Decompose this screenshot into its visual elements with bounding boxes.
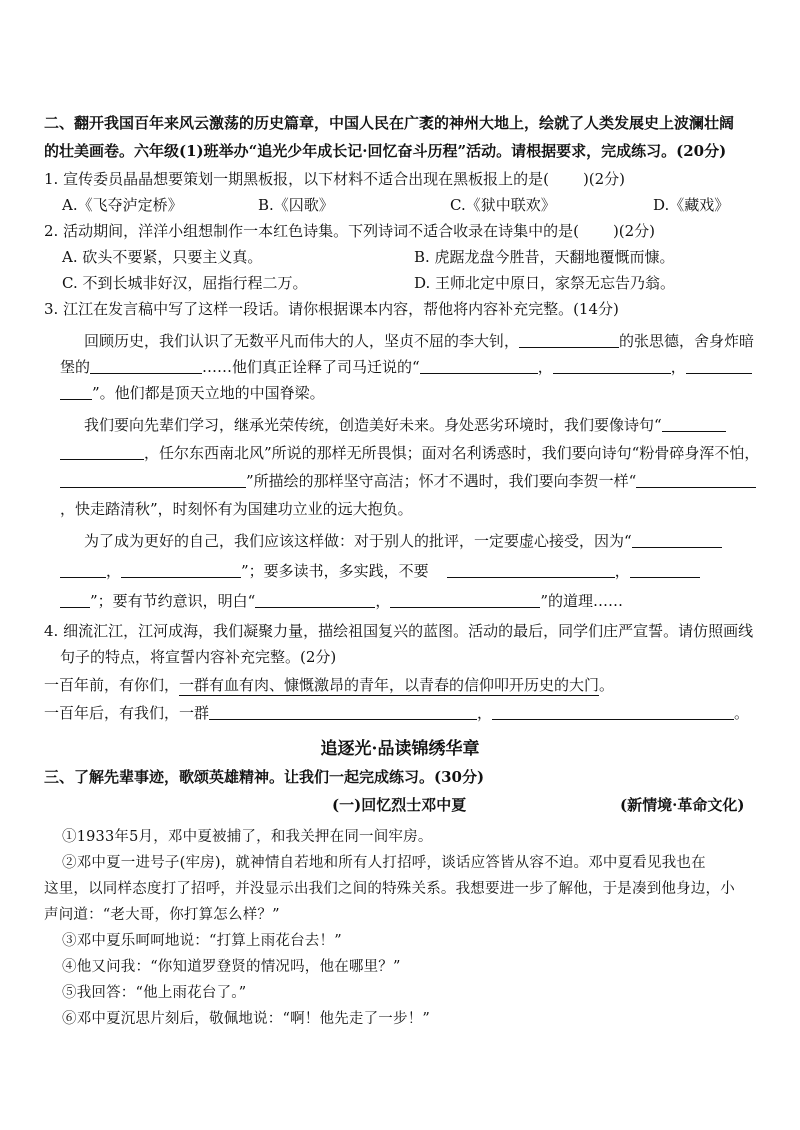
q4-blank-1[interactable] [209,704,477,720]
q3-p3-line2 [60,560,700,582]
q3-blank-10[interactable] [121,562,241,578]
q3-text: 我们要向先辈们学习，继承光荣传统，创造美好未来。身处恶劣环境时，我们要像诗句“ [84,416,662,434]
q3-blank-4[interactable] [553,358,671,374]
narrative-paragraph-4: ④他又问我：“你知道罗登贤的情况吗，他在哪里？” [62,959,401,975]
q3-p3-line3 [60,590,623,612]
q3-blank-12b[interactable] [60,592,90,608]
q3-text: 堡的 [60,358,91,376]
q3-p2-line2 [60,442,759,464]
q3-blank-9[interactable] [632,532,722,548]
q3-text: ”；要多读书，多实践，不要 [241,562,429,580]
q2-stem-text: 2. 活动期间，洋洋小组想制作一本红色诗集。下列诗词不适合收录在诗集中的是( [44,222,579,240]
section3-intro: 三、了解先辈事迹，歌颂英雄精神。让我们一起完成练习。(30分) [44,768,485,786]
q3-text: 的张思德，舍身炸暗 [619,332,755,350]
section2-intro-line1: 二、翻开我国百年来风云激荡的历史篇章，中国人民在广袤的神州大地上，绘就了人类发展史上波澜壮阔 [44,114,735,132]
q3-text: ”。他们都是顶天立地的中国脊梁。 [92,384,325,402]
q4-model-end: 。 [599,676,615,694]
q2-option-d: D. 王师北定中原日，家祭无忘告乃翁。 [414,274,676,292]
q3-blank-7[interactable] [60,472,246,488]
q4-fill-prefix: 一百年后，有我们，一群 [44,704,210,722]
q3-blank-13[interactable] [255,592,375,608]
q3-text: ……他们真正诠释了司马迁说的“ [202,358,420,376]
q1-stem-text: 1. 宣传委员晶晶想要策划一期黑板报，以下材料不适合出现在黑板报上的是( [44,170,549,188]
q3-blank-1[interactable] [519,332,619,348]
q1-option-a: A.《飞夺泸定桥》 [62,196,183,214]
q3-text: ， [614,562,630,580]
q3-blank-5[interactable] [686,358,752,374]
q1-option-d: D.《藏戏》 [653,196,730,214]
q3-p2-line3 [60,470,756,492]
q3-text: 回顾历史，我们认识了无数平凡而伟大的人，坚贞不屈的李大钊， [84,332,520,350]
q3-p2-line1 [84,414,726,436]
q4-stem-line2: 句子的特点，将宣誓内容补充完整。(2分) [60,648,337,666]
q3-text: ”的道理…… [540,592,624,610]
q3-text: ，任尔东西南北风”所说的那样无所畏惧；面对名利诱惑时，我们要向诗句“粉骨碎身浑不怕， [144,444,760,462]
q3-blank-9b[interactable] [60,562,106,578]
q4-fill-end: 。 [734,704,750,722]
q3-text: 为了成为更好的自己，我们应该这样做：对于别人的批评，一定要虚心接受，因为“ [84,532,632,550]
section3-tag: (新情境·革命文化) [620,796,745,814]
q3-blank-5b[interactable] [60,384,92,400]
q3-text: ”所描绘的那样坚守高洁；怀才不遇时，我们要向李贺一样“ [246,472,637,490]
q3-text: ， [670,358,686,376]
q3-blank-11[interactable] [447,562,615,578]
q4-fill-sentence [44,702,749,724]
narrative-paragraph-3: ③邓中夏乐呵呵地说：“打算上雨花台去！” [62,933,342,949]
q3-p1-line1 [84,330,754,352]
q3-p3-line1 [84,530,722,552]
q1-stem [44,168,625,190]
q3-p1-line2 [60,356,752,378]
section3-subtitle: (一)回忆烈士邓中夏 [332,796,467,814]
q3-blank-6[interactable] [662,416,726,432]
q3-text: ”；要有节约意识，明白“ [90,592,256,610]
narrative-paragraph-1: ①1933年5月，邓中夏被捕了，和我关押在同一间牢房。 [62,829,433,845]
q4-text: ， [477,704,493,722]
q3-text: ， [106,562,122,580]
q3-stem: 3. 江江在发言稿中写了这样一段话。请你根据课本内容，帮他将内容补充完整。(14分) [44,300,619,318]
q1-option-c: C.《狱中联欢》 [450,196,556,214]
section2-intro-line2: 的壮美画卷。六年级(1)班举办“追光少年成长记·回忆奋斗历程”活动。请根据要求，完成练习。(20分) [44,142,727,160]
q3-p1-line3 [60,382,325,404]
narrative-paragraph-5: ⑤我回答：“他上雨花台了。” [62,985,247,1001]
q1-score: )(2分) [582,170,626,188]
q2-stem [44,220,655,242]
narrative-paragraph-2-line2: 这里，以同样态度打了招呼，并没显示出我们之间的特殊关系。我想要进一步了解他，于是凑到他身边，小 [44,881,735,897]
q2-option-c: C. 不到长城非好汉，屈指行程二万。 [62,274,308,292]
q1-option-b: B.《囚歌》 [258,196,334,214]
q3-blank-3[interactable] [420,358,538,374]
section-title: 追逐光·品读锦绣华章 [320,739,480,759]
q4-stem-line1: 4. 细流汇江，江河成海，我们凝聚力量，描绘祖国复兴的蓝图。活动的最后，同学们庄严宣誓。请仿照画线 [44,622,754,640]
q3-blank-14[interactable] [390,592,540,608]
q2-option-b: B. 虎踞龙盘今胜昔，天翻地覆慨而慷。 [414,248,675,266]
q3-blank-8[interactable] [636,472,756,488]
q2-score: )(2分) [612,222,656,240]
q4-blank-2[interactable] [492,704,734,720]
q4-model-prefix: 一百年前，有你们， [44,676,180,694]
q3-blank-12[interactable] [630,562,700,578]
q4-model-sentence [44,674,614,696]
q4-model-underlined: 一群有血有肉、慷慨激昂的青年，以青春的信仰叩开历史的大门 [179,676,600,694]
narrative-paragraph-2-line3: 声问道：“老大哥，你打算怎么样？” [44,907,280,923]
q2-option-a: A. 砍头不要紧，只要主义真。 [62,248,263,266]
q3-text: ， [375,592,391,610]
q3-blank-6b[interactable] [60,444,144,460]
q3-p2-line4: ，快走踏清秋”，时刻怀有为国建功立业的远大抱负。 [60,500,413,518]
q3-text: ， [537,358,553,376]
q3-blank-2[interactable] [90,358,202,374]
narrative-paragraph-2-line1: ②邓中夏一进号子(牢房)，就神情自若地和所有人打招呼，谈话应答皆从容不迫。邓中夏看见我也在 [62,855,706,871]
narrative-paragraph-6: ⑥邓中夏沉思片刻后，敬佩地说：“啊！他先走了一步！” [62,1011,431,1027]
